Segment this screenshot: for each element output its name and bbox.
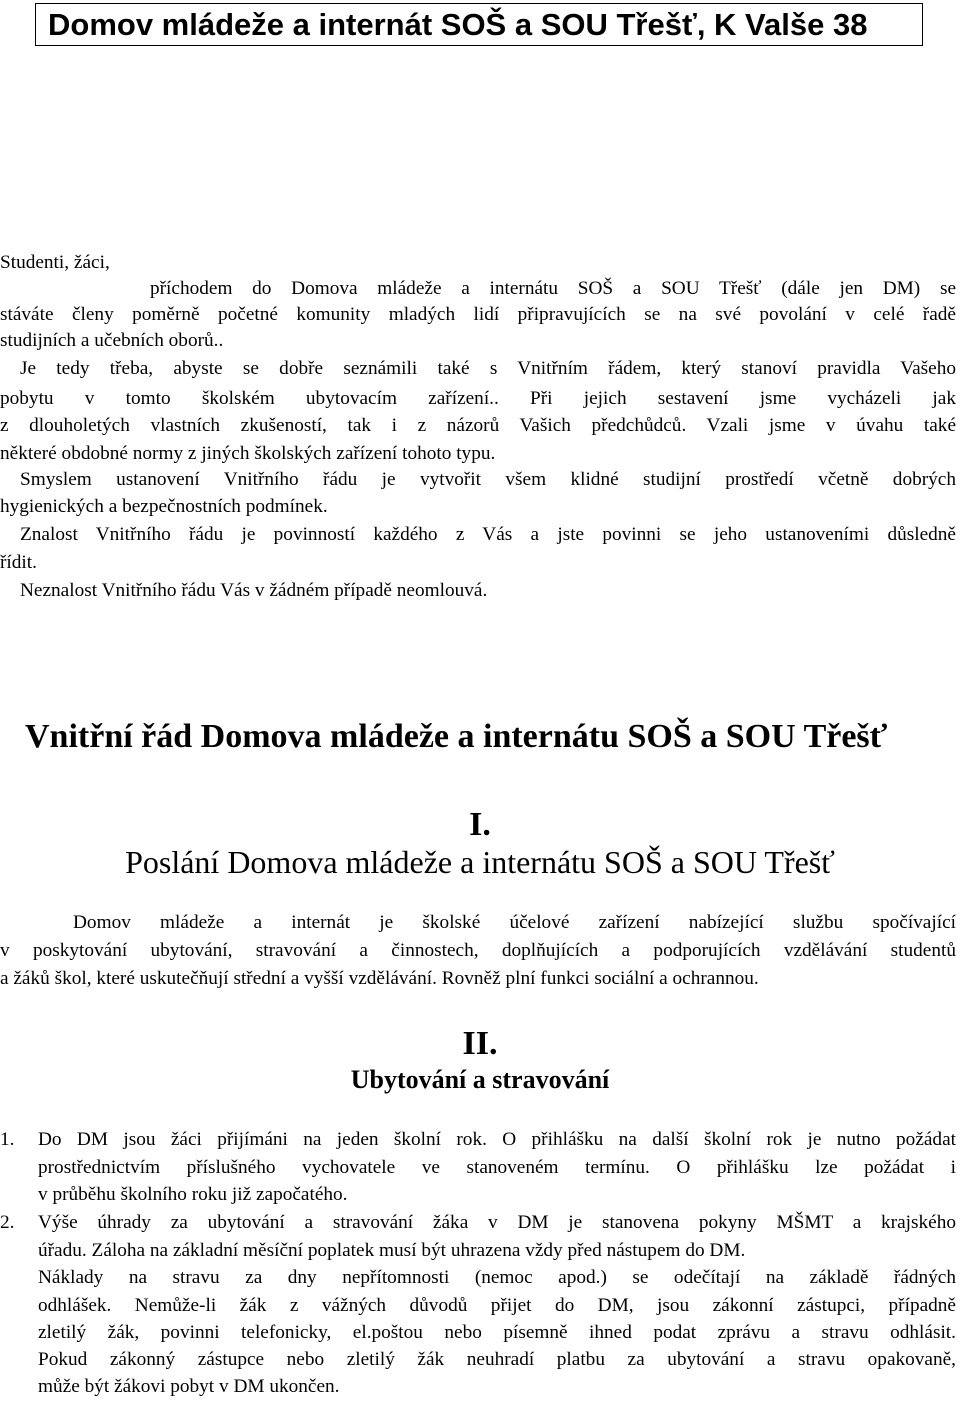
intro-p3-line-2: hygienických a bezpečnostních podmínek. bbox=[0, 496, 328, 517]
item-1-number: 1. bbox=[0, 1129, 15, 1150]
item-1-line-1: Do DM jsou žáci přijímáni na jeden školní rok. O přihlášku na další školní rok je nutno požádat bbox=[38, 1129, 956, 1150]
item-2-number: 2. bbox=[0, 1212, 15, 1233]
intro-p2-line-3: z dlouholetých vlastních zkušeností, tak i z názorů Vašich předchůdců. Vzali jsme v úvahu také bbox=[0, 415, 956, 436]
section-1-number: I. bbox=[469, 806, 491, 843]
item-2-line-4: odhlášek. Nemůže-li žák z vážných důvodů přijet do DM, jsou zákonní zástupci, případně bbox=[38, 1295, 956, 1316]
intro-p2-line-1: Je tedy třeba, abyste se dobře seznámili také s Vnitřním řádem, který stanoví pravidla Vašeho bbox=[20, 358, 956, 379]
section-2-title: Ubytování a stravování bbox=[350, 1065, 610, 1094]
section-2-number: II. bbox=[462, 1025, 498, 1062]
intro-p1-line-2: stáváte členy poměrně početné komunity mladých lidí připravujících se na své povolání v celé řadě bbox=[0, 304, 956, 325]
intro-p3-line-1: Smyslem ustanovení Vnitřního řádu je vytvořit všem klidné studijní prostředí včetně dobrých bbox=[20, 469, 956, 490]
intro-p1-line-1: příchodem do Domova mládeže a internátu SOŠ a SOU Třešť (dále jen DM) se bbox=[150, 278, 956, 299]
section-1-line-2: v poskytování ubytování, stravování a činnostech, doplňujících a podporujících vzdělávání studentů bbox=[0, 940, 956, 961]
item-2-line-3: Náklady na stravu za dny nepřítomnosti (nemoc apod.) se odečítají na základě řádných bbox=[38, 1267, 956, 1288]
section-1-title: Poslání Domova mládeže a internátu SOŠ a SOU Třešť bbox=[125, 844, 835, 880]
item-2-line-2: úřadu. Záloha na základní měsíční poplatek musí být uhrazena vždy před nástupem do DM. bbox=[38, 1240, 746, 1261]
intro-p4-line-1: Znalost Vnitřního řádu je povinností každého z Vás a jste povinni se jeho ustanoveními důsledně bbox=[20, 524, 956, 545]
intro-p2-line-4: některé obdobné normy z jiných školských zařízení tohoto typu. bbox=[0, 443, 496, 464]
item-2-line-5: zletilý žák, povinni telefonicky, el.poštou nebo písemně ihned podat zprávu a stravu odhlásit. bbox=[38, 1322, 956, 1343]
intro-p5: Neznalost Vnitřního řádu Vás v žádném případě neomlouvá. bbox=[20, 580, 488, 601]
section-1-line-3: a žáků škol, které uskutečňují střední a vyšší vzdělávání. Rovněž plní funkci sociální a ochrannou. bbox=[0, 968, 759, 989]
intro-p2-line-2: pobytu v tomto školském ubytovacím zařízení.. Při jejich sestavení jsme vycházeli jak bbox=[0, 388, 956, 409]
intro-greeting: Studenti, žáci, bbox=[0, 252, 110, 273]
document-header-title: Domov mládeže a internát SOŠ a SOU Třešť, K Valše 38 bbox=[35, 3, 923, 46]
intro-p1-line-3: studijních a učebních oborů.. bbox=[0, 330, 224, 351]
item-2-line-7: může být žákovi pobyt v DM ukončen. bbox=[38, 1376, 340, 1397]
item-1-line-2: prostřednictvím příslušného vychovatele ve stanoveném termínu. O přihlášku lze požádat i bbox=[38, 1157, 956, 1178]
item-1-line-3: v průběhu školního roku již započatého. bbox=[38, 1184, 348, 1205]
main-title: Vnitřní řád Domova mládeže a internátu SOŠ a SOU Třešť bbox=[25, 718, 888, 755]
item-2-line-1: Výše úhrady za ubytování a stravování žáka v DM je stanovena pokyny MŠMT a krajského bbox=[38, 1212, 956, 1233]
intro-p4-line-2: řídit. bbox=[0, 552, 37, 573]
item-2-line-6: Pokud zákonný zástupce nebo zletilý žák neuhradí platbu za ubytování a stravu opakovaně, bbox=[38, 1349, 956, 1370]
section-1-line-1: Domov mládeže a internát je školské účelové zařízení nabízející službu spočívající bbox=[73, 912, 956, 933]
